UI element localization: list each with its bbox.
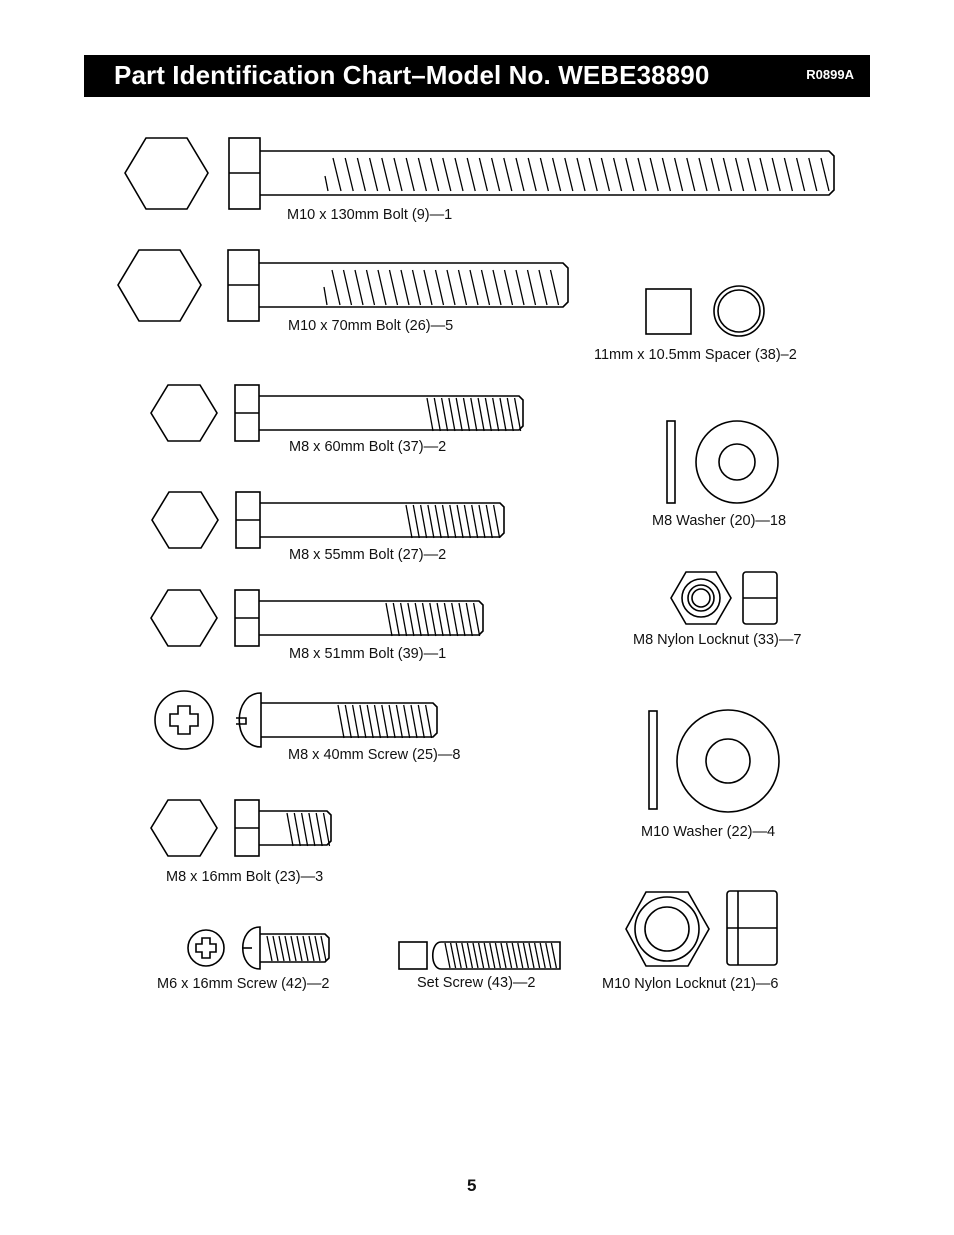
part-label-m6-16-screw: M6 x 16mm Screw (42)—2 [157, 976, 330, 992]
bolt-shank [260, 151, 834, 195]
hex-head-end-view [118, 250, 201, 321]
screw-shank [260, 934, 329, 962]
m8-locknut-drawing [671, 572, 777, 624]
part-label-m8-55-bolt: M8 x 55mm Bolt (27)—2 [289, 547, 447, 563]
hex-head-end-view [125, 138, 208, 209]
phillips-cross-icon [196, 938, 216, 958]
m10-locknut-drawing [626, 891, 777, 966]
washer-face [696, 421, 778, 503]
locknut-end-view [626, 892, 709, 966]
screw-shank [261, 703, 437, 737]
m8-55-bolt-drawing [152, 492, 504, 548]
part-label-spacer: 11mm x 10.5mm Spacer (38)–2 [594, 347, 797, 363]
page-number: 5 [467, 1176, 477, 1195]
hex-head-end-view [151, 385, 217, 441]
m8-washer-drawing [667, 421, 778, 503]
bolt-shank [259, 263, 568, 307]
part-label-m10-70-bolt: M10 x 70mm Bolt (26)—5 [288, 318, 454, 334]
m8-40-screw-drawing [155, 691, 437, 749]
document-code: R0899A [806, 67, 854, 82]
part-label-set-screw: Set Screw (43)—2 [417, 975, 536, 991]
washer-side-view [667, 421, 675, 503]
part-label-m8-40-screw: M8 x 40mm Screw (25)—8 [288, 747, 461, 763]
part-label-m10-locknut: M10 Nylon Locknut (21)—6 [602, 976, 779, 992]
spacer-drawing [646, 286, 764, 336]
washer-face [677, 710, 779, 812]
m10-70-bolt-drawing [118, 250, 568, 321]
spacer-side-view [646, 289, 691, 334]
m6-16-screw-drawing [188, 927, 329, 969]
pan-head-side-view [239, 693, 261, 747]
set-screw-end-view [399, 942, 427, 969]
hex-head-end-view [152, 492, 218, 548]
phillips-cross-icon [170, 706, 198, 734]
part-label-m8-51-bolt: M8 x 51mm Bolt (39)—1 [289, 646, 447, 662]
spacer-end-view [714, 286, 764, 336]
hex-head-end-view [151, 800, 217, 856]
part-label-m8-locknut: M8 Nylon Locknut (33)—7 [633, 632, 802, 648]
screw-head-end-view [188, 930, 224, 966]
page-title: Part Identification Chart–Model No. WEBE38890 [114, 60, 710, 90]
part-label-m8-washer: M8 Washer (20)—18 [652, 513, 787, 529]
screw-head-end-view [155, 691, 213, 749]
part-label-m8-60-bolt: M8 x 60mm Bolt (37)—2 [289, 439, 447, 455]
part-label-m10-130-bolt: M10 x 130mm Bolt (9)—1 [287, 207, 453, 223]
part-label-m8-16-bolt: M8 x 16mm Bolt (23)—3 [166, 869, 324, 885]
m8-60-bolt-drawing [151, 385, 523, 441]
m8-51-bolt-drawing [151, 590, 483, 646]
part-label-m10-washer: M10 Washer (22)—4 [641, 824, 776, 840]
washer-side-view [649, 711, 657, 809]
hex-head-end-view [151, 590, 217, 646]
m10-washer-drawing [649, 710, 779, 812]
